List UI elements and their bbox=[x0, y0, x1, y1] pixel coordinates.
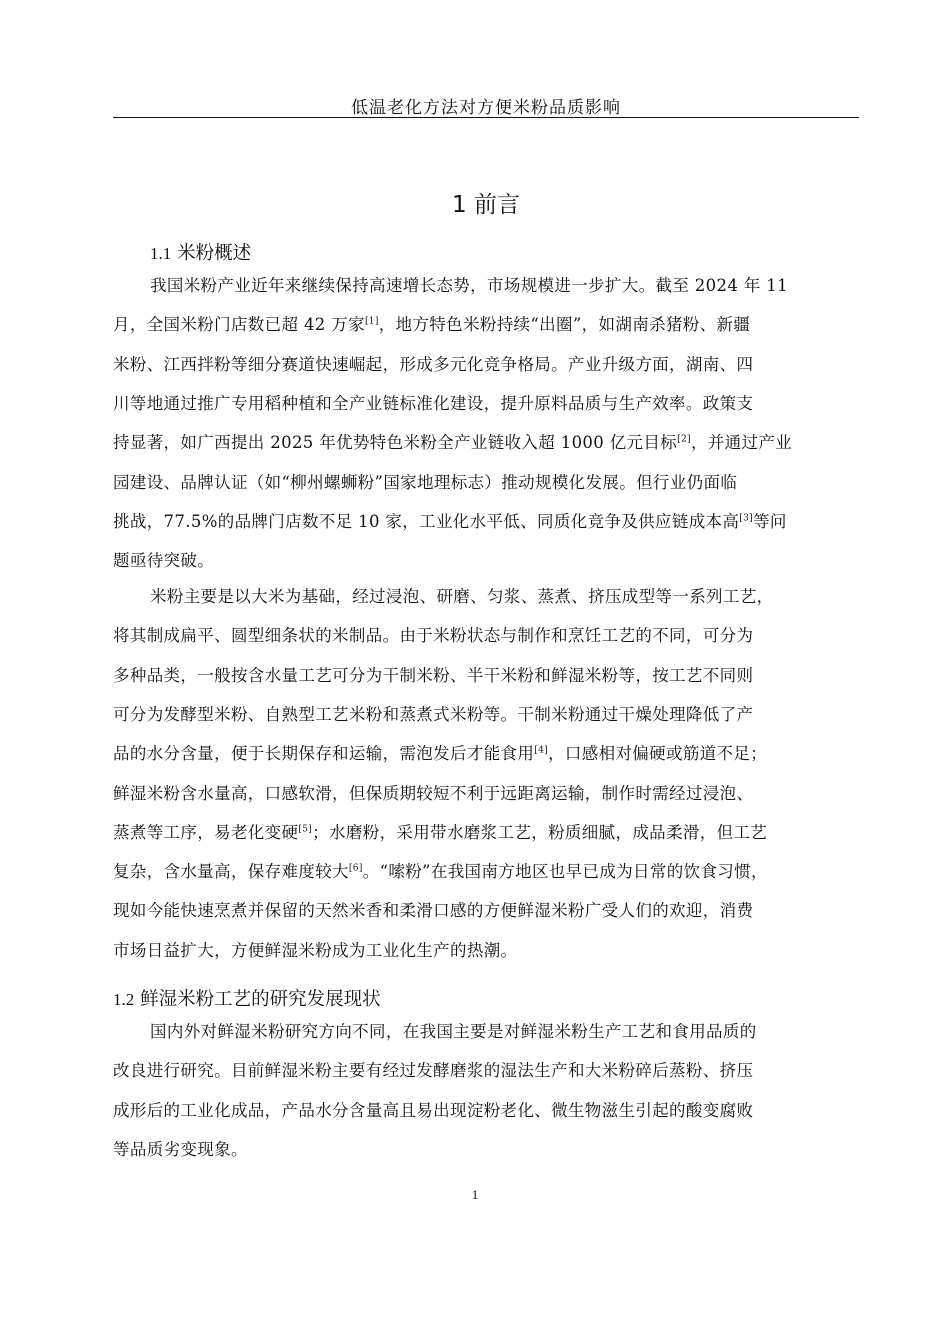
text-line: 可分为发酵型米粉、自熟型工艺米粉和蒸煮式米粉等。干制米粉通过干燥处理降低了产 bbox=[113, 704, 754, 724]
text-line: 将其制成扁平、圆型细条状的米制品。由于米粉状态与制作和烹饪工艺的不同，可分为 bbox=[113, 626, 754, 646]
text-line: 等品质劣变现象。 bbox=[113, 1139, 248, 1159]
text-line: 园建设、品牌认证（如“柳州螺蛳粉”国家地理标志）推动规模化发展。但行业仍面临 bbox=[113, 472, 738, 492]
text-line bbox=[113, 740, 863, 764]
citation-ref: [6] bbox=[348, 863, 363, 874]
text-span: 蒸煮等工序，易老化变硬 bbox=[113, 822, 299, 842]
text-span: 。“嗦粉”在我国南方地区也早已成为日常的饮食习惯， bbox=[362, 862, 768, 882]
text-line: 鲜湿米粉含水量高，口感软滑，但保质期较短不利于远距离运输，制作时需经过浸泡、 bbox=[113, 783, 754, 803]
text-line: 米粉、江西拌粉等细分赛道快速崛起，形成多元化竞争格局。产业升级方面，湖南、四 bbox=[113, 354, 754, 374]
text-line: 题亟待突破。 bbox=[113, 551, 215, 571]
text-span: 持显著，如广西提出 2025 年优势特色米粉全产业链收入超 1000 亿元目标 bbox=[113, 433, 678, 453]
section-heading-1-2 bbox=[113, 985, 381, 1011]
citation-ref: [5] bbox=[298, 824, 313, 835]
text-line: 我国米粉产业近年来继续保持高速增长态势，市场规模进一步扩大。截至 2024 年 11 bbox=[150, 276, 788, 295]
running-header: 低温老化方法对方便米粉品质影响 bbox=[351, 98, 621, 118]
text-span: 复杂，含水量高，保存难度较大 bbox=[113, 862, 349, 882]
chapter-title: 1 前言 bbox=[452, 192, 520, 218]
text-line bbox=[113, 858, 863, 882]
text-line bbox=[113, 508, 863, 532]
text-span: ，并通过产业 bbox=[690, 433, 793, 453]
text-line: 现如今能快速烹煮并保留的天然米香和柔滑口感的方便鲜湿米粉广受人们的欢迎，消费 bbox=[113, 901, 754, 921]
section-number: 1.2 bbox=[113, 990, 135, 1009]
citation-ref: [4] bbox=[534, 745, 549, 756]
text-span: ，地方特色米粉持续“出圈”，如湖南杀猪粉、新疆 bbox=[378, 315, 751, 335]
text-span: 品的水分含量，便于长期保存和运输，需泡发后才能食用 bbox=[113, 744, 535, 764]
text-line: 市场日益扩大，方便鲜湿米粉成为工业化生产的热潮。 bbox=[113, 940, 518, 960]
section-heading-1-1 bbox=[150, 239, 251, 265]
text-line: 川等地通过推广专用稻种植和全产业链标准化建设，提升原料品质与生产效率。政策支 bbox=[113, 393, 754, 413]
text-line bbox=[113, 819, 863, 843]
text-line: 改良进行研究。目前鲜湿米粉主要有经过发酵磨浆的湿法生产和大米粉碎后蒸粉、挤压 bbox=[113, 1061, 754, 1081]
text-line: 国内外对鲜湿米粉研究方向不同，在我国主要是对鲜湿米粉生产工艺和食用品质的 bbox=[150, 1022, 757, 1041]
text-span: 挑战，77.5%的品牌门店数不足 10 家，工业化水平低、同质化竞争及供应链成本高 bbox=[113, 511, 740, 531]
section-number: 1.1 bbox=[150, 244, 172, 263]
text-span: ，口感相对偏硬或筋道不足； bbox=[548, 744, 768, 764]
text-span: ；水磨粉，采用带水磨浆工艺，粉质细腻，成品柔滑，但工艺 bbox=[312, 822, 768, 842]
section-title: 鲜湿米粉工艺的研究发展现状 bbox=[140, 989, 381, 1010]
text-line bbox=[113, 311, 863, 335]
page-number: 1 bbox=[471, 1187, 479, 1202]
header-rule bbox=[113, 117, 859, 118]
citation-ref: [3] bbox=[739, 513, 754, 524]
text-line: 多种品类，一般按含水量工艺可分为干制米粉、半干米粉和鲜湿米粉等，按工艺不同则 bbox=[113, 665, 754, 685]
text-line: 成形后的工业化成品，产品水分含量高且易出现淀粉老化、微生物滋生引起的酸变腐败 bbox=[113, 1100, 754, 1120]
text-span: 等问 bbox=[753, 511, 787, 531]
citation-ref: [1] bbox=[364, 316, 379, 327]
section-title: 米粉概述 bbox=[177, 243, 252, 264]
text-line: 米粉主要是以大米为基础，经过浸泡、研磨、匀浆、蒸煮、挤压成型等一系列工艺， bbox=[150, 587, 774, 606]
text-span: 月，全国米粉门店数已超 42 万家 bbox=[113, 315, 365, 335]
citation-ref: [2] bbox=[677, 434, 691, 445]
text-line bbox=[113, 429, 863, 453]
